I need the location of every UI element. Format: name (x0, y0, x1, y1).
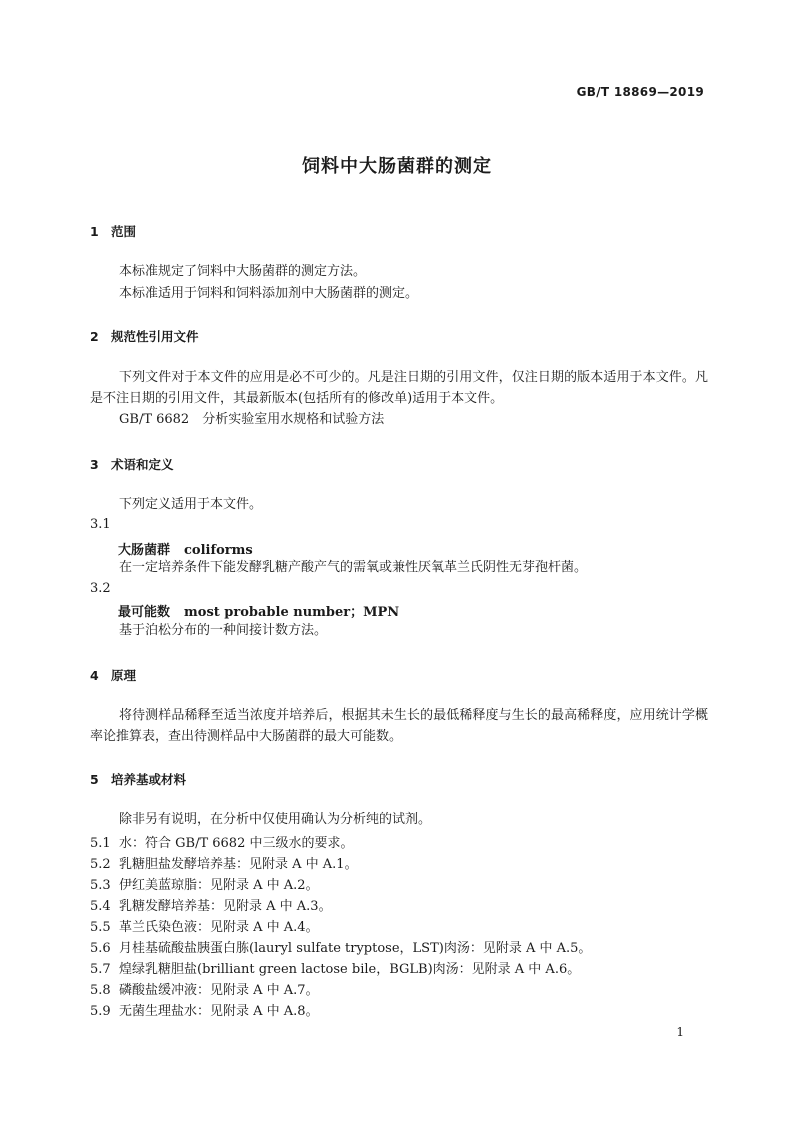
section-number: 4 (90, 668, 99, 683)
term-definition: 基于泊松分布的一种间接计数方法。 (119, 623, 328, 638)
item-number: 5.6 (90, 941, 111, 956)
item-text: 水：符合 GB/T 6682 中三级水的要求。 (119, 836, 354, 851)
paragraph: 本标准规定了饲料中大肠菌群的测定方法。 (119, 264, 367, 279)
section-number: 2 (90, 329, 99, 344)
list-item (90, 958, 580, 977)
item-number: 5.5 (90, 920, 111, 935)
item-number: 5.8 (90, 983, 111, 998)
item-number: 5.1 (90, 836, 111, 851)
item-text: 革兰氏染色液：见附录 A 中 A.4。 (119, 920, 319, 935)
section-title: 原理 (111, 668, 137, 683)
paragraph: 除非另有说明，在分析中仅使用确认为分析纯的试剂。 (119, 812, 432, 827)
item-number: 5.9 (90, 1004, 111, 1019)
item-text: 乳糖发酵培养基：见附录 A 中 A.3。 (119, 899, 332, 914)
section-3-heading (90, 455, 174, 473)
list-item (90, 979, 319, 998)
item-number: 5.7 (90, 962, 111, 977)
term-chinese: 最可能数 (118, 605, 171, 620)
section-2-heading (90, 327, 199, 345)
list-item (90, 1000, 319, 1019)
section-title: 术语和定义 (111, 457, 174, 472)
term-english: coliforms (184, 543, 253, 558)
list-item (90, 832, 353, 851)
section-4-heading (90, 666, 136, 684)
item-number: 5.4 (90, 899, 111, 914)
term-number: 3.1 (90, 517, 111, 532)
paragraph: 下列定义适用于本文件。 (119, 497, 263, 512)
paragraph: 将待测样品稀释至适当浓度并培养后，根据其未生长的最低稀释度与生长的最高稀释度，应用统计学概率论推算表，查出待测样品中大肠菌群的最大可能数。 (90, 708, 708, 744)
standard-code: GB/T 18869—2019 (576, 85, 704, 99)
document-title: 饲料中大肠菌群的测定 (302, 156, 492, 177)
item-text: 煌绿乳糖胆盐(brilliant green lactose bile，BGLB)肉汤：见附录 A 中 A.6。 (119, 962, 581, 977)
term-entry (118, 539, 253, 558)
section-1-heading (90, 222, 136, 240)
section-title: 范围 (111, 224, 137, 239)
item-text: 乳糖胆盐发酵培养基：见附录 A 中 A.1。 (119, 857, 358, 872)
section-number: 3 (90, 457, 99, 472)
list-item (90, 895, 332, 914)
paragraph: 下列文件对于本文件的应用是必不可少的。凡是注日期的引用文件，仅注日期的版本适用于本文件。凡是不注日期的引用文件，其最新版本(包括所有的修改单)适用于本文件。 (90, 370, 708, 406)
item-text: 伊红美蓝琼脂：见附录 A 中 A.2。 (119, 878, 319, 893)
term-chinese: 大肠菌群 (118, 543, 171, 558)
term-definition: 在一定培养条件下能发酵乳糖产酸产气的需氧或兼性厌氧革兰氏阴性无芽孢杆菌。 (119, 560, 588, 575)
list-item (90, 937, 591, 956)
section-number: 1 (90, 224, 99, 239)
section-5-heading (90, 770, 186, 788)
normative-reference: GB/T 6682 分析实验室用水规格和试验方法 (119, 412, 385, 427)
item-number: 5.3 (90, 878, 111, 893)
section-number: 5 (90, 772, 99, 787)
term-number: 3.2 (90, 581, 111, 596)
paragraph: 本标准适用于饲料和饲料添加剂中大肠菌群的测定。 (119, 286, 419, 301)
item-text: 月桂基硫酸盐胰蛋白胨(lauryl sulfate tryptose，LST)肉汤：见附录 A 中 A.5。 (119, 941, 592, 956)
item-number: 5.2 (90, 857, 111, 872)
list-item (90, 916, 319, 935)
section-title: 培养基或材料 (111, 772, 187, 787)
list-item (90, 853, 358, 872)
item-text: 无菌生理盐水：见附录 A 中 A.8。 (119, 1004, 319, 1019)
section-title: 规范性引用文件 (111, 329, 199, 344)
term-english: most probable number；MPN (184, 605, 400, 620)
item-text: 磷酸盐缓冲液：见附录 A 中 A.7。 (119, 983, 319, 998)
list-item (90, 874, 319, 893)
page-number: 1 (676, 1025, 684, 1039)
term-entry (118, 601, 399, 620)
